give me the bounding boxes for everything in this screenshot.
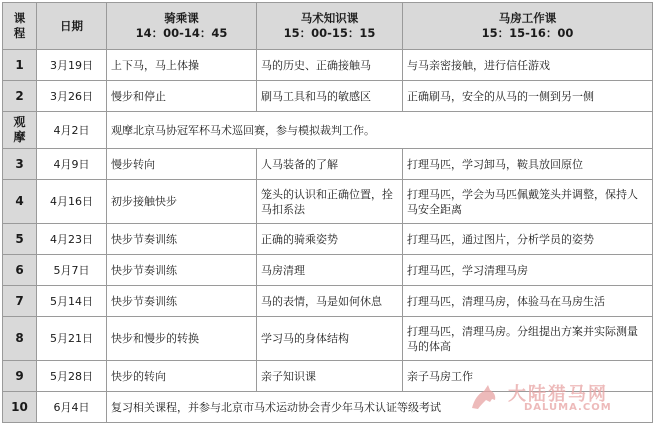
course-date: 4月23日 <box>37 224 107 255</box>
riding-lesson: 快步节奏训练 <box>107 255 257 286</box>
course-number: 3 <box>3 149 37 180</box>
riding-lesson: 上下马，马上体操 <box>107 50 257 81</box>
knowledge-lesson: 人马装备的了解 <box>257 149 403 180</box>
table-row <box>3 392 653 423</box>
knowledge-lesson: 马房清理 <box>257 255 403 286</box>
riding-lesson: 快步节奏训练 <box>107 224 257 255</box>
header-row <box>3 3 653 50</box>
stable-work: 正确刷马，安全的从马的一侧到另一侧 <box>403 81 653 112</box>
header-riding-time: 14：00-14：45 <box>135 26 228 40</box>
table-row <box>3 81 653 112</box>
course-date: 5月7日 <box>37 255 107 286</box>
course-date: 5月28日 <box>37 361 107 392</box>
stable-work: 打理马匹，学习清理马房 <box>403 255 653 286</box>
riding-lesson: 快步和慢步的转换 <box>107 317 257 361</box>
riding-lesson: 初步接触快步 <box>107 180 257 224</box>
header-stable-title: 马房工作课 <box>498 11 557 25</box>
stable-work: 打理马匹，清理马房，体验马在马房生活 <box>403 286 653 317</box>
course-date: 4月2日 <box>37 112 107 149</box>
knowledge-lesson: 刷马工具和马的敏感区 <box>257 81 403 112</box>
table-row <box>3 224 653 255</box>
watermark-en: DALUMA.COM <box>524 402 612 413</box>
course-date: 3月19日 <box>37 50 107 81</box>
header-date: 日期 <box>37 3 107 50</box>
table-row <box>3 50 653 81</box>
course-number: 1 <box>3 50 37 81</box>
header-knowledge <box>257 3 403 50</box>
table-row <box>3 317 653 361</box>
course-number: 7 <box>3 286 37 317</box>
course-date: 4月9日 <box>37 149 107 180</box>
stable-work: 打理马匹，通过图片，分析学员的姿势 <box>403 224 653 255</box>
knowledge-lesson: 马的表情，马是如何休息 <box>257 286 403 317</box>
knowledge-lesson: 亲子知识课 <box>257 361 403 392</box>
table-row <box>3 361 653 392</box>
stable-work: 亲子马房工作 <box>403 361 653 392</box>
course-number: 6 <box>3 255 37 286</box>
header-course: 课程 <box>3 3 37 50</box>
table-row <box>3 112 653 149</box>
course-number: 8 <box>3 317 37 361</box>
course-date: 5月21日 <box>37 317 107 361</box>
riding-lesson: 慢步转向 <box>107 149 257 180</box>
course-date: 3月26日 <box>37 81 107 112</box>
table-body <box>3 50 653 423</box>
course-number: 4 <box>3 180 37 224</box>
stable-work: 打理马匹，学习卸马，鞍具放回原位 <box>403 149 653 180</box>
watermark-cn: 大陆猎马网 <box>508 384 608 405</box>
riding-lesson: 快步的转向 <box>107 361 257 392</box>
course-number: 9 <box>3 361 37 392</box>
course-date: 6月4日 <box>37 392 107 423</box>
knowledge-lesson: 学习马的身体结构 <box>257 317 403 361</box>
table-row <box>3 286 653 317</box>
header-riding <box>107 3 257 50</box>
header-riding-title: 骑乘课 <box>164 11 199 25</box>
knowledge-lesson: 笼头的认识和正确位置，拴马扣系法 <box>257 180 403 224</box>
riding-lesson: 慢步和停止 <box>107 81 257 112</box>
knowledge-lesson: 马的历史、正确接触马 <box>257 50 403 81</box>
course-number: 5 <box>3 224 37 255</box>
course-date: 4月16日 <box>37 180 107 224</box>
riding-lesson: 快步节奏训练 <box>107 286 257 317</box>
header-knowledge-time: 15：00-15：15 <box>283 26 376 40</box>
header-stable-time: 15：15-16：00 <box>481 26 574 40</box>
knowledge-lesson: 正确的骑乘姿势 <box>257 224 403 255</box>
merged-activity: 复习相关课程，并参与北京市马术运动协会青少年马术认证等级考试 <box>107 392 653 423</box>
course-number: 10 <box>3 392 37 423</box>
table-row <box>3 149 653 180</box>
course-date: 5月14日 <box>37 286 107 317</box>
stable-work: 打理马匹，学会为马匹佩戴笼头并调整，保持人马安全距离 <box>403 180 653 224</box>
table-row <box>3 255 653 286</box>
stable-work: 与马亲密接触，进行信任游戏 <box>403 50 653 81</box>
merged-activity: 观摩北京马协冠军杯马术巡回赛，参与模拟裁判工作。 <box>107 112 653 149</box>
course-number: 2 <box>3 81 37 112</box>
table-row <box>3 180 653 224</box>
header-stable <box>403 3 653 50</box>
stable-work: 打理马匹，清理马房。分组提出方案并实际测量马的体高 <box>403 317 653 361</box>
course-number: 观摩 <box>3 112 37 149</box>
course-schedule-table <box>2 2 653 423</box>
header-knowledge-title: 马术知识课 <box>300 11 359 25</box>
